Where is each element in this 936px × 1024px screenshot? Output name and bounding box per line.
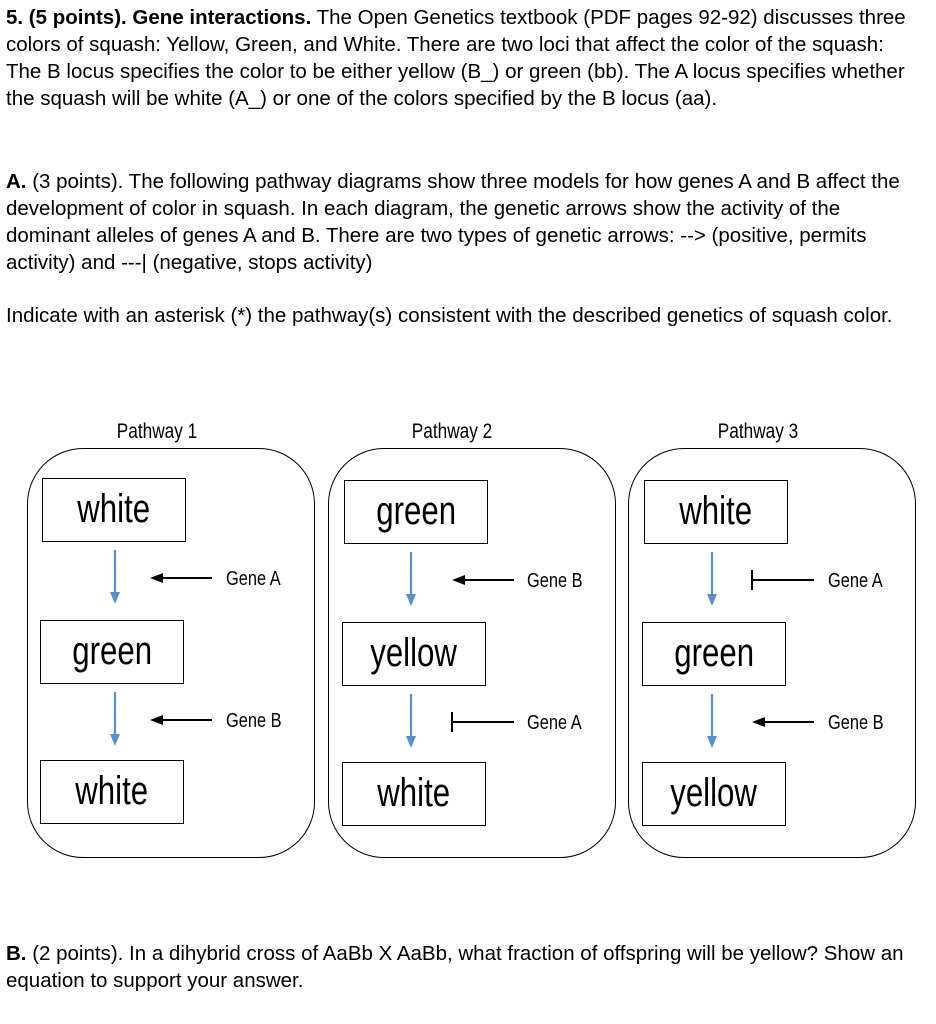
- pathway-3-box-middle: green: [642, 622, 786, 686]
- pathway-3-gene-label-1: Gene A: [828, 570, 883, 592]
- part-b-label: B.: [6, 942, 27, 965]
- part-b-text: [6, 940, 921, 994]
- part-a-instruction: Indicate with an asterisk (*) the pathway(s) consistent with the described genetics of squash color.: [6, 304, 893, 327]
- part-b-body: (2 points). In a dihybrid cross of AaBb X AaBb, what fraction of offspring will be yellow? Show an equation to support your answer.: [6, 942, 904, 992]
- pathway-2-title: Pathway 2: [411, 420, 493, 443]
- pathway-1-box-top: white: [42, 478, 186, 542]
- question-5-intro: [6, 4, 921, 112]
- pathway-3-gene-label-2: Gene B: [828, 712, 884, 734]
- question-5-intro-text: The Open Genetics textbook (PDF pages 92-92) discusses three colors of squash: Yellow, Green, and White. There are two loci that affect the color of the squash: The B locus specifies the color to be either yellow (B_) or green (bb). The A locus specifies whether the squash will be white (A_) or one of the colors specified by the B locus (aa).: [6, 6, 906, 110]
- pathway-2-box-top: green: [344, 480, 488, 544]
- part-a-body: (3 points). The following pathway diagrams show three models for how genes A and B affect the development of color in squash. In each diagram, the genetic arrows show the activity of the dominant alleles of genes A and B. There are two types of genetic arrows: --> (positive, permits activity) and ---| (negative, stops activity): [6, 170, 900, 274]
- part-a-text: [6, 168, 921, 276]
- pathway-1-box-bottom: white: [40, 760, 184, 824]
- pathway-1-title: Pathway 1: [116, 420, 198, 443]
- pathway-3-box-bottom: yellow: [642, 762, 786, 826]
- pathway-2-gene-label-1: Gene B: [527, 570, 583, 592]
- pathway-2-gene-label-2: Gene A: [527, 712, 582, 734]
- pathway-3-title: Pathway 3: [717, 420, 799, 443]
- pathway-1-gene-label-1: Gene A: [226, 568, 281, 590]
- pathway-2-box-bottom: white: [342, 762, 486, 826]
- pathway-1-gene-label-2: Gene B: [226, 710, 282, 732]
- part-a-label: A.: [6, 170, 27, 193]
- pathway-2-box-middle: yellow: [342, 622, 486, 686]
- pathway-1-box-middle: green: [40, 620, 184, 684]
- question-5-heading: 5. (5 points). Gene interactions.: [6, 6, 312, 29]
- pathway-3-box-top: white: [644, 480, 788, 544]
